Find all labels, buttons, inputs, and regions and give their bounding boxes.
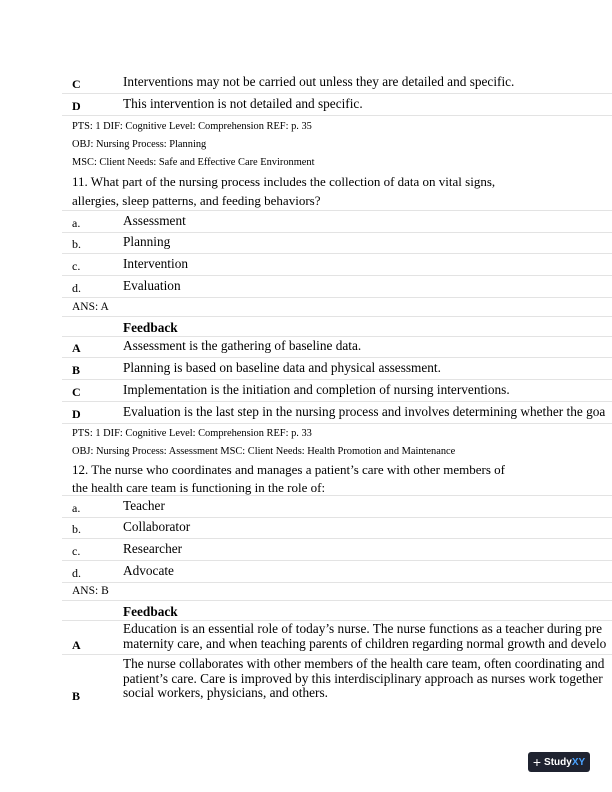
feedback-line: Education is an essential role of today’s nurse. The nurse functions as a teacher during pre [123, 621, 603, 636]
option-letter: c. [72, 259, 81, 273]
feedback-row [62, 94, 612, 116]
answer-option [62, 561, 612, 583]
feedback-key: C [72, 385, 81, 399]
feedback-line: social workers, physicians, and others. [123, 685, 328, 700]
option-letter: a. [72, 501, 81, 515]
option-text: Advocate [123, 563, 174, 578]
logo-text: StudyXY [544, 756, 586, 768]
feedback-line: The nurse collaborates with other members of the health care team, often coordinating and [123, 656, 605, 671]
option-text: Planning [123, 234, 171, 249]
question-meta: MSC: Client Needs: Safe and Effective Care Environment [72, 157, 315, 168]
feedback-text: Planning is based on baseline data and physical assessment. [123, 360, 441, 375]
feedback-text [123, 622, 606, 651]
feedback-text: Implementation is the initiation and completion of nursing interventions. [123, 382, 510, 397]
feedback-key: C [72, 77, 81, 91]
feedback-header-row [62, 316, 612, 337]
feedback-row [62, 402, 612, 424]
plus-icon: + [532, 754, 542, 770]
feedback-header-row [62, 600, 612, 621]
feedback-key: B [72, 689, 81, 703]
question-text: The nurse who coordinates and manages a patient’s care with other members of [91, 462, 505, 477]
question-stem-continued: allergies, sleep patterns, and feeding behaviors? [72, 193, 321, 208]
question-meta: PTS: 1 DIF: Cognitive Level: Comprehension REF: p. 35 [72, 121, 312, 132]
option-letter: a. [72, 216, 81, 230]
option-text: Teacher [123, 498, 165, 513]
answer-option [62, 517, 612, 539]
option-text: Collaborator [123, 519, 191, 534]
question-meta: OBJ: Nursing Process: Assessment MSC: Client Needs: Health Promotion and Maintenance [72, 446, 456, 457]
answer-key: ANS: B [72, 585, 109, 597]
option-letter: b. [72, 237, 81, 251]
feedback-text [123, 657, 604, 701]
feedback-text: Assessment is the gathering of baseline data. [123, 338, 362, 353]
feedback-key: A [72, 341, 81, 355]
feedback-row [62, 336, 612, 358]
question-meta: OBJ: Nursing Process: Planning [72, 139, 207, 150]
question-meta: PTS: 1 DIF: Cognitive Level: Comprehension REF: p. 33 [72, 428, 312, 439]
question-text: What part of the nursing process includes the collection of data on vital signs, [90, 174, 496, 189]
answer-option [62, 276, 612, 298]
answer-option [62, 232, 612, 254]
feedback-text: This intervention is not detailed and specific. [123, 96, 363, 111]
feedback-key: A [72, 638, 81, 652]
answer-option [62, 210, 612, 233]
feedback-text: Interventions may not be carried out unless they are detailed and specific. [123, 74, 515, 89]
feedback-text: Evaluation is the last step in the nursing process and involves determining whether the goa [123, 404, 606, 419]
option-letter: c. [72, 544, 81, 558]
feedback-row [62, 72, 612, 94]
option-text: Assessment [123, 213, 186, 228]
feedback-heading: Feedback [123, 604, 178, 619]
option-text: Evaluation [123, 278, 181, 293]
answer-key: ANS: A [72, 301, 109, 313]
option-text: Intervention [123, 256, 188, 271]
option-text: Researcher [123, 541, 183, 556]
feedback-key: D [72, 99, 81, 113]
option-letter: d. [72, 566, 81, 580]
question-number: 11. [72, 174, 88, 189]
feedback-line: patient’s care. Care is improved by this interdisciplinary approach as nurses work together [123, 670, 603, 686]
studyxy-logo [528, 752, 590, 772]
feedback-line: maternity care, and when teaching parents of children regarding normal growth and develo [123, 635, 607, 651]
question-number: 12. [72, 462, 89, 477]
feedback-key: B [72, 363, 81, 377]
feedback-row [62, 380, 612, 402]
feedback-row [62, 620, 612, 655]
feedback-row [62, 655, 612, 703]
option-letter: d. [72, 281, 81, 295]
option-letter: b. [72, 522, 81, 536]
question-stem [72, 174, 495, 190]
answer-option [62, 539, 612, 561]
feedback-row [62, 358, 612, 380]
answer-option [62, 254, 612, 276]
feedback-heading: Feedback [123, 320, 178, 335]
feedback-key: D [72, 407, 81, 421]
question-stem-continued: the health care team is functioning in the role of: [72, 480, 326, 495]
answer-option [62, 495, 612, 518]
question-stem [72, 462, 505, 478]
